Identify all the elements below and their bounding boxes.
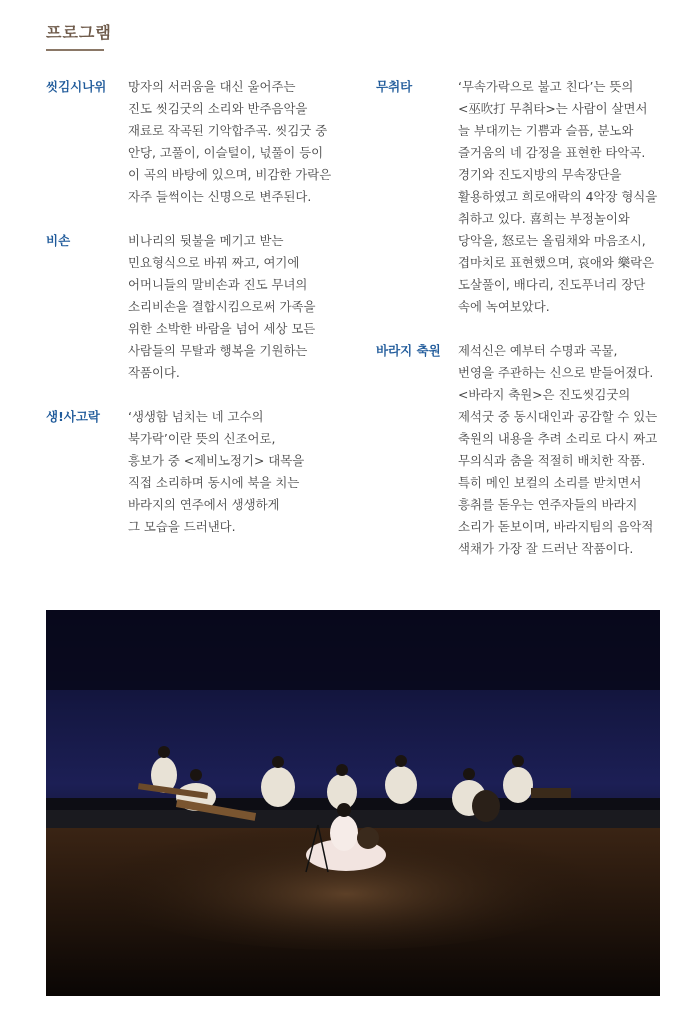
description-line: 축원의 내용을 추려 소리로 다시 짜고	[458, 431, 658, 446]
program-title: 생!사고락	[46, 409, 101, 424]
right-column	[376, 76, 666, 582]
description-line: 사람들의 무탈과 행복을 기원하는	[128, 343, 308, 358]
description-line: 활용하였고 희로애락의 4악장 형식을	[458, 189, 658, 204]
description-line: 소리비손을 결합시킴으로써 가족을	[128, 299, 316, 314]
program-description	[128, 230, 346, 384]
description-line: 소리가 돋보이며, 바라지팀의 음악적	[458, 519, 654, 534]
description-line: 그 모습을 드러낸다.	[128, 519, 236, 534]
description-line: 직접 소리하며 동시에 북을 치는	[128, 475, 300, 490]
description-line: 어머니들의 말비손과 진도 무녀의	[128, 277, 308, 292]
program-description	[458, 76, 666, 318]
description-line: 도살풀이, 배다리, 진도푸너리 장단	[458, 277, 646, 292]
program-title: 씻김시나위	[46, 79, 107, 94]
description-line: 제석굿 중 동시대인과 공감할 수 있는	[458, 409, 658, 424]
description-line: 안당, 고풀이, 이슬털이, 넋풀이 등이	[128, 145, 324, 160]
description-line: <巫吹打 무취타>는 사람이 살면서	[458, 101, 648, 116]
description-line: 색채가 가장 잘 드러난 작품이다.	[458, 541, 634, 556]
description-line: 흥보가 중 <제비노정기> 대목을	[128, 453, 305, 468]
description-line: 취하고 있다. 喜희는 부정놀이와	[458, 211, 630, 226]
program-title: 비손	[46, 233, 71, 248]
description-line: 당악을, 怒로는 올림채와 마음조시,	[458, 233, 646, 248]
description-line: 늘 부대끼는 기쁨과 슬픔, 분노와	[458, 123, 634, 138]
description-line: 흥취를 돋우는 연주자들의 바라지	[458, 497, 638, 512]
description-line: 이 곡의 바탕에 있으며, 비감한 가락은	[128, 167, 332, 182]
description-line: ‘무속가락으로 불고 친다’는 뜻의	[458, 79, 634, 94]
page-header	[46, 20, 112, 51]
description-line: 북가락’이란 뜻의 신조어로,	[128, 431, 276, 446]
program-title: 무취타	[376, 79, 413, 94]
program-entry	[376, 76, 666, 318]
program-description	[128, 406, 346, 538]
description-line: 위한 소박한 바람을 넘어 세상 모든	[128, 321, 316, 336]
description-line: 번영을 주관하는 신으로 받들어졌다.	[458, 365, 654, 380]
description-line: <바라지 축원>은 진도씻김굿의	[458, 387, 631, 402]
program-entry	[376, 340, 666, 560]
description-line: 작품이다.	[128, 365, 180, 380]
program-description	[458, 340, 666, 560]
description-line: 즐거움의 네 감정을 표현한 타악곡.	[458, 145, 646, 160]
stage-illustration	[46, 610, 660, 996]
description-line: 민요형식으로 바꿔 짜고, 여기에	[128, 255, 300, 270]
program-entry	[46, 76, 346, 208]
description-line: 겹마치로 표현했으며, 哀애와 樂락은	[458, 255, 655, 270]
program-description	[128, 76, 346, 208]
description-line: 무의식과 춤을 적절히 배치한 작품.	[458, 453, 646, 468]
description-line: 제석신은 예부터 수명과 곡물,	[458, 343, 618, 358]
description-line: 속에 녹여보았다.	[458, 299, 550, 314]
left-column	[46, 76, 346, 560]
description-line: ‘생생함 넘치는 네 고수의	[128, 409, 264, 424]
description-line: 재료로 작곡된 기악합주곡. 씻김굿 중	[128, 123, 328, 138]
program-entry	[46, 406, 346, 538]
page-title: 프로그램	[46, 23, 112, 42]
title-underline	[46, 49, 104, 51]
description-line: 진도 씻김굿의 소리와 반주음악을	[128, 101, 308, 116]
performance-photo	[46, 610, 660, 996]
description-line: 경기와 진도지방의 무속장단을	[458, 167, 622, 182]
program-title: 바라지 축원	[376, 343, 441, 358]
description-line: 특히 메인 보컬의 소리를 받치면서	[458, 475, 642, 490]
description-line: 자주 들썩이는 신명으로 변주된다.	[128, 189, 312, 204]
description-line: 망자의 서러움을 대신 울어주는	[128, 79, 296, 94]
description-line: 바라지의 연주에서 생생하게	[128, 497, 280, 512]
description-line: 비나리의 뒷불을 메기고 받는	[128, 233, 284, 248]
program-entry	[46, 230, 346, 384]
